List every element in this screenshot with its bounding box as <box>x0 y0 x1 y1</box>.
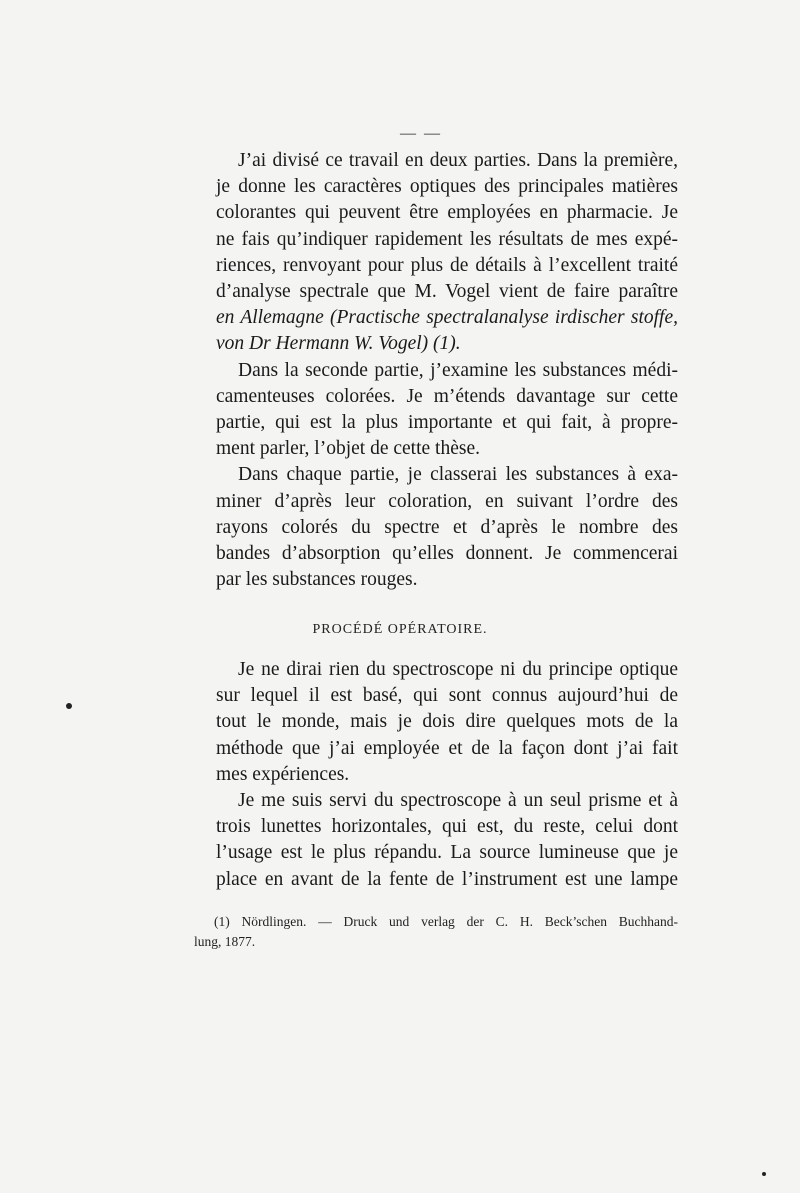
text-line: trois lunettes horizontales, qui est, du reste, celui dont <box>216 816 678 838</box>
text-line: ne fais qu’indiquer rapidement les résultats de mes expé- <box>216 228 678 250</box>
ink-speck-decoration <box>762 1172 766 1176</box>
text-line: mes expériences. <box>216 763 350 785</box>
text-line: méthode que j’ai employée et de la façon dont j’ai fait <box>216 737 678 759</box>
footnote <box>194 912 678 952</box>
text-line: bandes d’absorption qu’elles donnent. Je commencerai <box>216 543 678 565</box>
ink-speck-decoration <box>66 703 72 709</box>
footnote-line: (1) Nördlingen. — Druck und verlag der C. H. Beck’schen Buchhand- <box>214 914 678 929</box>
text-line: Dans la seconde partie, j’examine les substances médi- <box>238 359 678 381</box>
text-line: Dans chaque partie, je classerai les substances à exa- <box>238 464 678 486</box>
text-line: d’analyse spectrale que M. Vogel vient de faire paraître <box>216 281 678 303</box>
text-line: rayons colorés du spectre et d’après le nombre des <box>216 516 678 538</box>
text-line: ment parler, l’objet de cette thèse. <box>216 438 480 460</box>
text-line: Je me suis servi du spectroscope à un seul prisme et à <box>238 790 678 812</box>
text-line-italic: von Dr Hermann W. Vogel) (1). <box>216 333 461 355</box>
body-section-2 <box>194 657 678 893</box>
paragraph <box>194 148 678 358</box>
text-line: camenteuses colorées. Je m’étends davantage sur cette <box>216 385 678 407</box>
text-line: partie, qui est la plus importante et qui fait, à propre- <box>216 412 678 434</box>
text-line: je donne les caractères optiques des principales matières <box>216 176 678 198</box>
body-section-1 <box>194 148 678 593</box>
paragraph <box>194 462 678 593</box>
paragraph <box>194 358 678 463</box>
text-line: riences, renvoyant pour plus de détails à l’excellent traité <box>216 254 678 276</box>
text-line-italic: en Allemagne (Practische spectralanalyse irdischer stoffe, <box>216 307 678 329</box>
text-line: tout le monde, mais je dois dire quelques mots de la <box>216 711 678 733</box>
text-line: sur lequel il est basé, qui sont connus aujourd’hui de <box>216 685 678 707</box>
text-line: miner d’après leur coloration, en suivant l’ordre des <box>216 490 678 512</box>
section-heading: PROCÉDÉ OPÉRATOIRE. <box>312 622 488 637</box>
text-line: J’ai divisé ce travail en deux parties. Dans la première, <box>238 150 678 171</box>
paragraph <box>194 657 678 788</box>
text-line: Je ne dirai rien du spectroscope ni du principe optique <box>238 659 678 680</box>
text-line: par les substances rouges. <box>216 569 418 591</box>
text-line: l’usage est le plus répandu. La source lumineuse que je <box>216 842 678 864</box>
text-line: colorantes qui peuvent être employées en pharmacie. Je <box>216 202 678 224</box>
footnote-line: lung, 1877. <box>194 934 256 949</box>
text-line: place en avant de la fente de l’instrument est une lampe <box>216 868 678 890</box>
paragraph <box>194 788 678 893</box>
page-header-mark: — — <box>400 125 442 142</box>
